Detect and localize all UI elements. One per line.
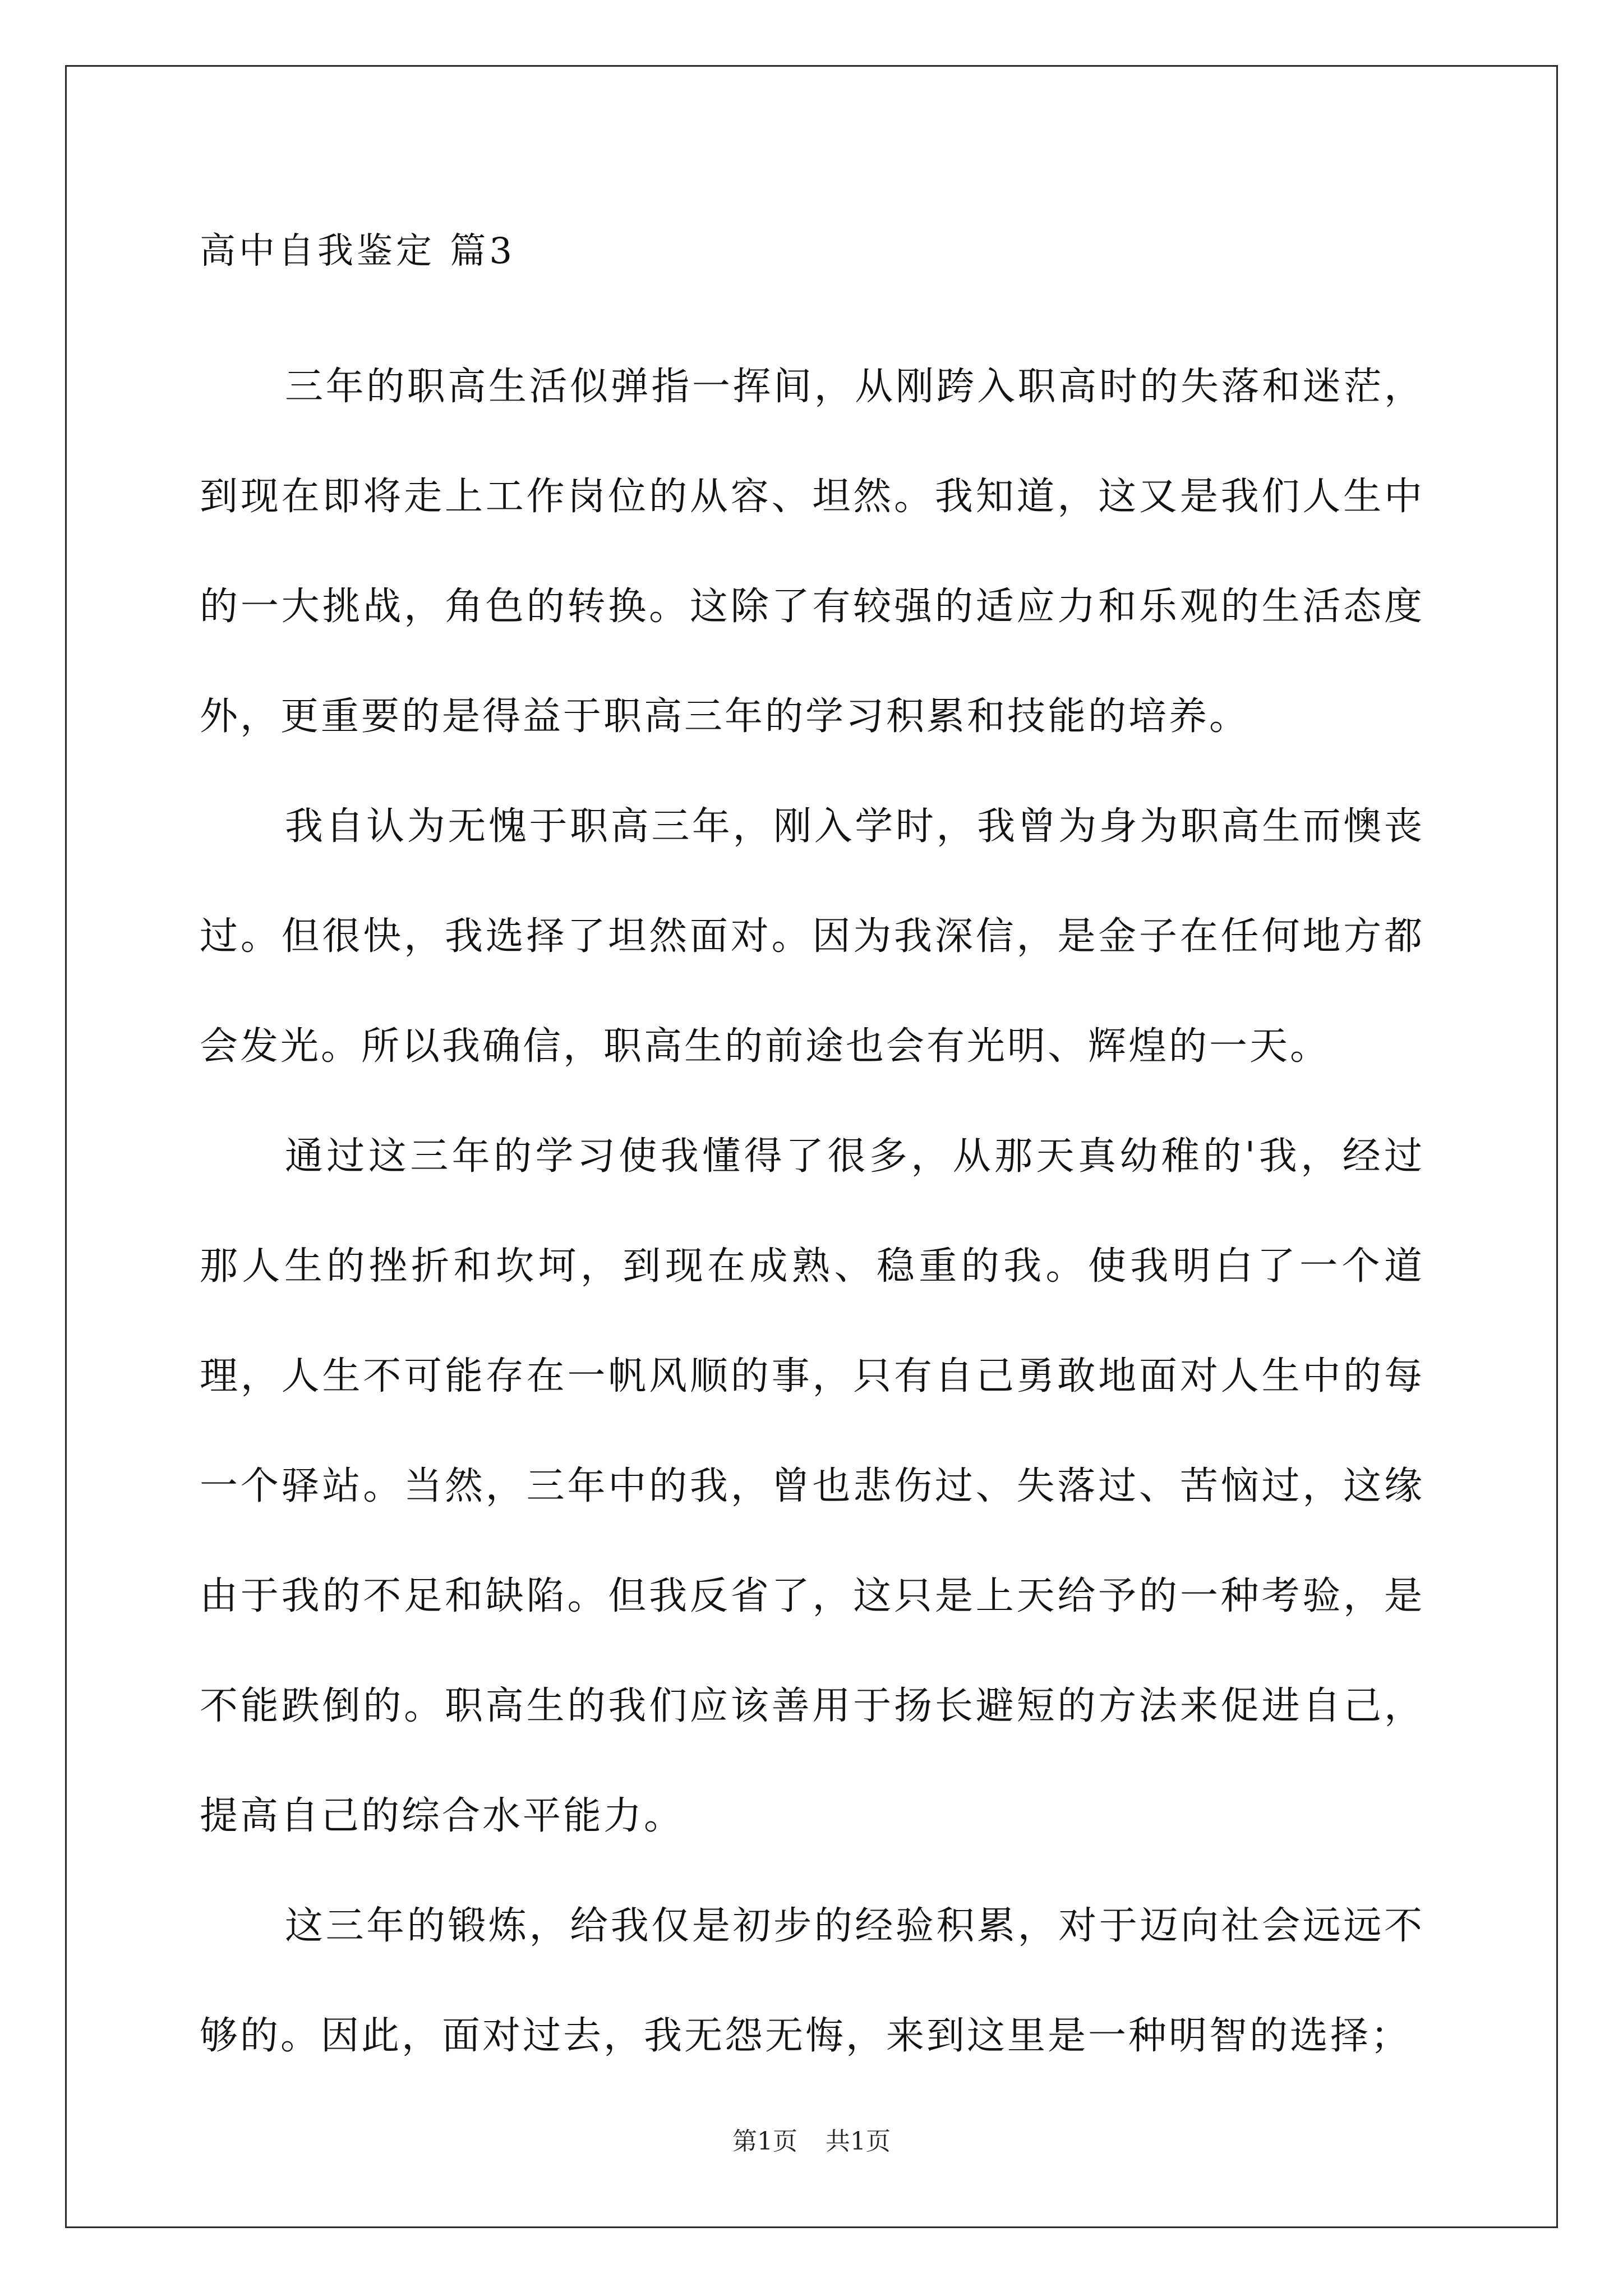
page-footer — [0, 2125, 1623, 2159]
paragraph-1: 三年的职高生活似弹指一挥间，从刚跨入职高时的失落和迷茫，到现在即将走上工作岗位的从容、坦然。我知道，这又是我们人生中的一大挑战，角色的转换。这除了有较强的适应力和乐观的生活态度外，更重要的是得益于职高三年的学习积累和技能的培养。 — [200, 365, 1424, 739]
paragraph-3: 通过这三年的学习使我懂得了很多，从那天真幼稚的'我，经过那人生的挫折和坎坷，到现在成熟、稳重的我。使我明白了一个道理，人生不可能存在一帆风顺的事，只有自己勇敢地面对人生中的每一个驿站。当然，三年中的我，曾也悲伤过、失落过、苦恼过，这缘由于我的不足和缺陷。但我反省了，这只是上天给予的一种考验，是不能跌倒的。职高生的我们应该善用于扬长避短的方法来促进自己，提高自己的综合水平能力。 — [200, 1134, 1424, 1838]
document-body — [200, 218, 1424, 2091]
page-total: 共1页 — [826, 2127, 891, 2156]
document-title: 高中自我鉴定 篇3 — [200, 231, 516, 272]
paragraph-4: 这三年的锻炼，给我仅是初步的经验积累，对于迈向社会远远不够的。因此，面对过去，我无怨无悔，来到这里是一种明智的选择； — [200, 1904, 1424, 2058]
page-number: 第1页 — [732, 2127, 797, 2156]
paragraph-2: 我自认为无愧于职高三年，刚入学时，我曾为身为职高生而懊丧过。但很快，我选择了坦然面对。因为我深信，是金子在任何地方都会发光。所以我确信，职高生的前途也会有光明、辉煌的一天。 — [200, 804, 1424, 1069]
